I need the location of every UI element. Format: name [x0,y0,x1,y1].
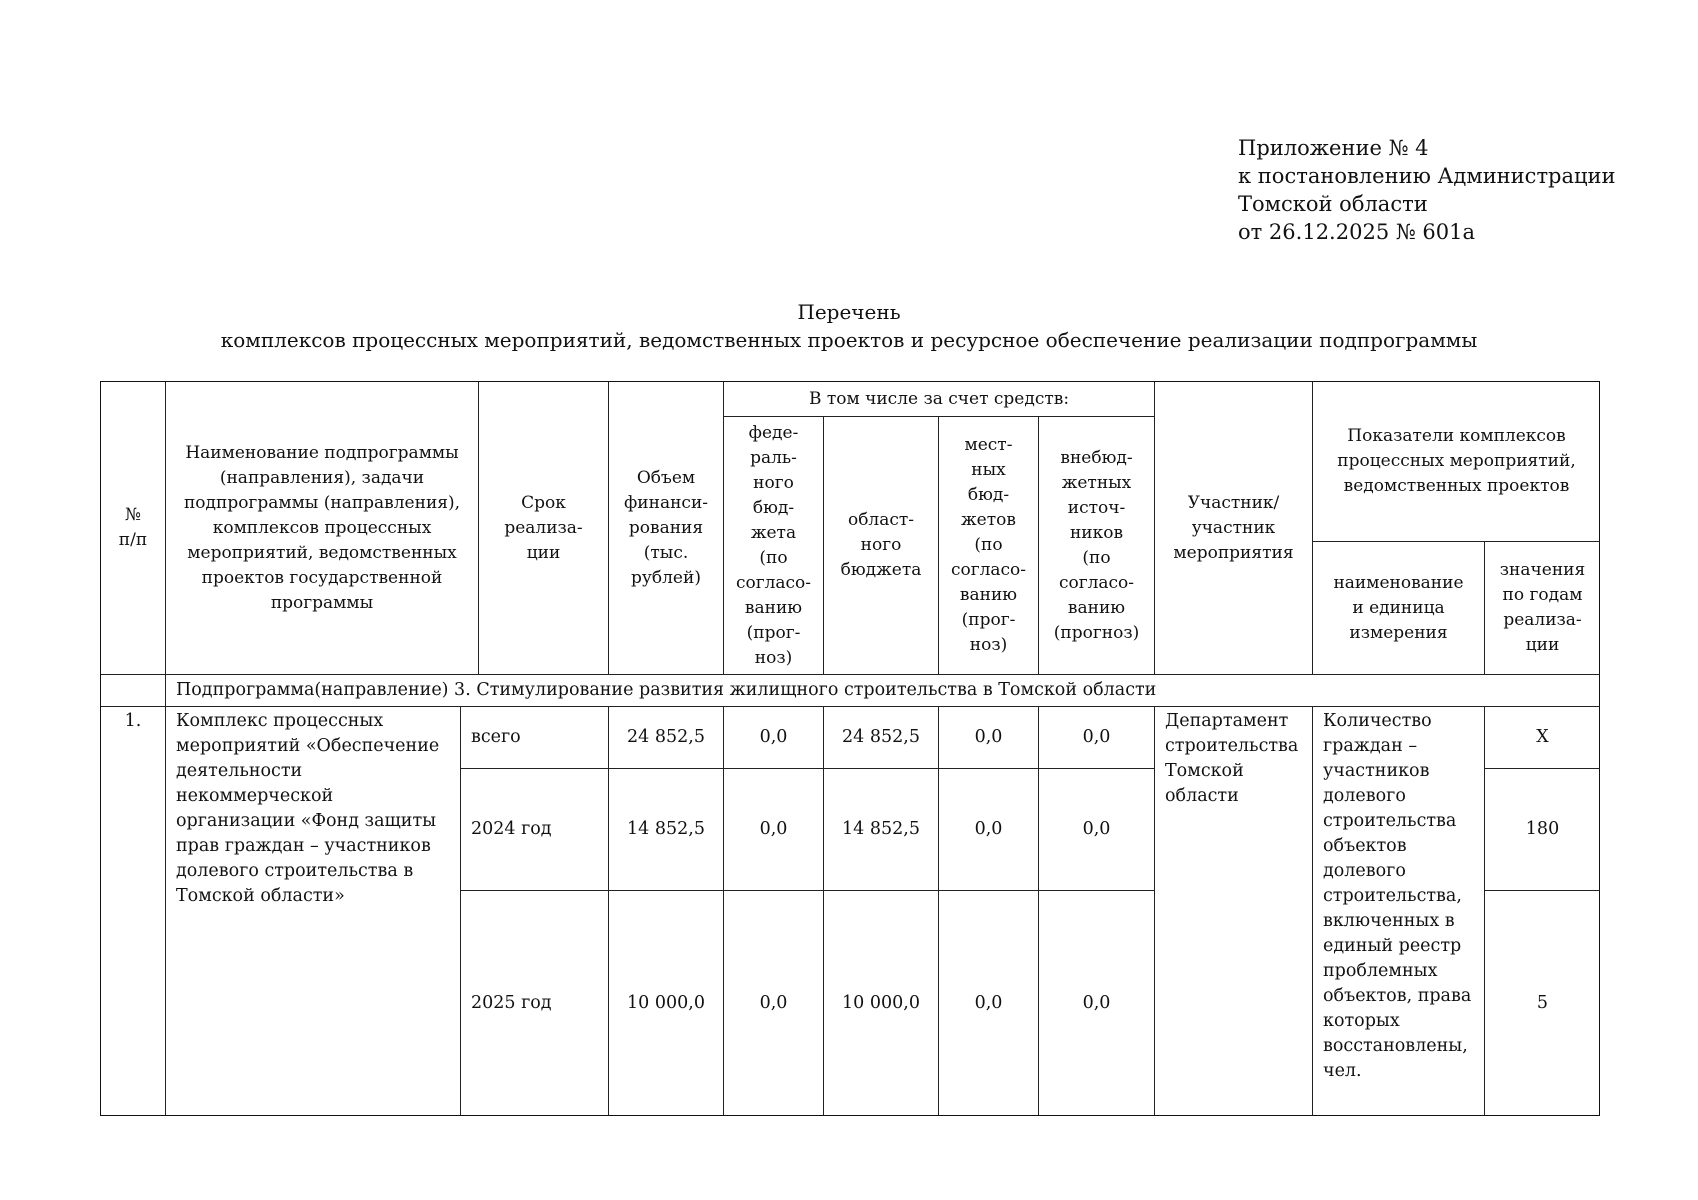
row-2025-term: 2025 год [461,891,609,1115]
row-2024-local: 0,0 [939,769,1039,891]
row-2024-extra: 0,0 [1039,769,1155,891]
subprogram-row: Подпрограмма(направление) 3. Стимулирование развития жилищного строительства в Томской области [166,675,1600,707]
title-line-2: комплексов процессных мероприятий, ведомственных проектов и ресурсное обеспечение реализации подпрограммы [220,328,1478,352]
row-2024-term: 2024 год [461,769,609,891]
header-volume: Объем финанси- рования (тыс. рублей) [609,382,724,675]
annex-line-1: Приложение № 4 [1238,136,1429,160]
item-num: 1. [101,707,166,1115]
row-total-term: всего [461,707,609,769]
header-participant: Участник/ участник мероприятия [1155,382,1313,675]
item-indicator: Количество граждан – участников долевого строительства объектов долевого строительства, включенных в единый реестр проблемных объектов, права которых восстановлены, чел. [1313,707,1485,1115]
document-title [0,298,1698,354]
header-num: № п/п [101,382,166,675]
header-local: мест- ных бюд- жетов (по согласо- ванию (прог- ноз) [939,417,1039,675]
row-2024-volume: 14 852,5 [609,769,724,891]
row-total-volume: 24 852,5 [609,707,724,769]
header-indicator-name: наименование и единица измерения [1313,542,1485,675]
row-2025-local: 0,0 [939,891,1039,1115]
row-2025-federal: 0,0 [724,891,824,1115]
row-total-value: Х [1485,707,1600,769]
item-participant: Департамент строительства Томской области [1155,707,1313,1115]
annex-block [1238,134,1616,246]
title-line-1: Перечень [797,300,901,324]
annex-line-3: Томской области [1238,192,1428,216]
header-term: Срок реализа- ции [479,382,609,675]
row-total-extra: 0,0 [1039,707,1155,769]
header-regional: област- ного бюджета [824,417,939,675]
annex-line-2: к постановлению Администрации [1238,164,1616,188]
item-name: Комплекс процессных мероприятий «Обеспечение деятельности некоммерческой организации «Фонд защиты прав граждан – участников долевого строительства в Томской области» [166,707,461,1115]
row-2024-value: 180 [1485,769,1600,891]
header-federal: феде- раль- ного бюд- жета (по согласо- ванию (прог- ноз) [724,417,824,675]
row-total-federal: 0,0 [724,707,824,769]
annex-line-4: от 26.12.2025 № 601а [1238,220,1475,244]
row-2024-regional: 14 852,5 [824,769,939,891]
subprogram-num-cell [101,675,166,707]
header-indicators: Показатели комплексов процессных мероприятий, ведомственных проектов [1313,382,1600,542]
row-2025-value: 5 [1536,992,1549,1013]
row-2025-extra: 0,0 [1039,891,1155,1115]
program-table [100,381,1600,1116]
header-including: В том числе за счет средств: [724,382,1155,417]
row-2025-volume: 10 000,0 [609,891,724,1115]
row-2024-federal: 0,0 [724,769,824,891]
header-indicator-values: значения по годам реализа- ции [1485,542,1600,675]
row-total-local: 0,0 [939,707,1039,769]
row-2025-regional: 10 000,0 [824,891,939,1115]
header-extra: внебюд- жетных источ- ников (по согласо- ванию (прогноз) [1039,417,1155,675]
header-name: Наименование подпрограммы (направления), задачи подпрограммы (направления), комплексов процессных мероприятий, ведомственных проектов государственной программы [166,382,479,675]
row-total-regional: 24 852,5 [824,707,939,769]
